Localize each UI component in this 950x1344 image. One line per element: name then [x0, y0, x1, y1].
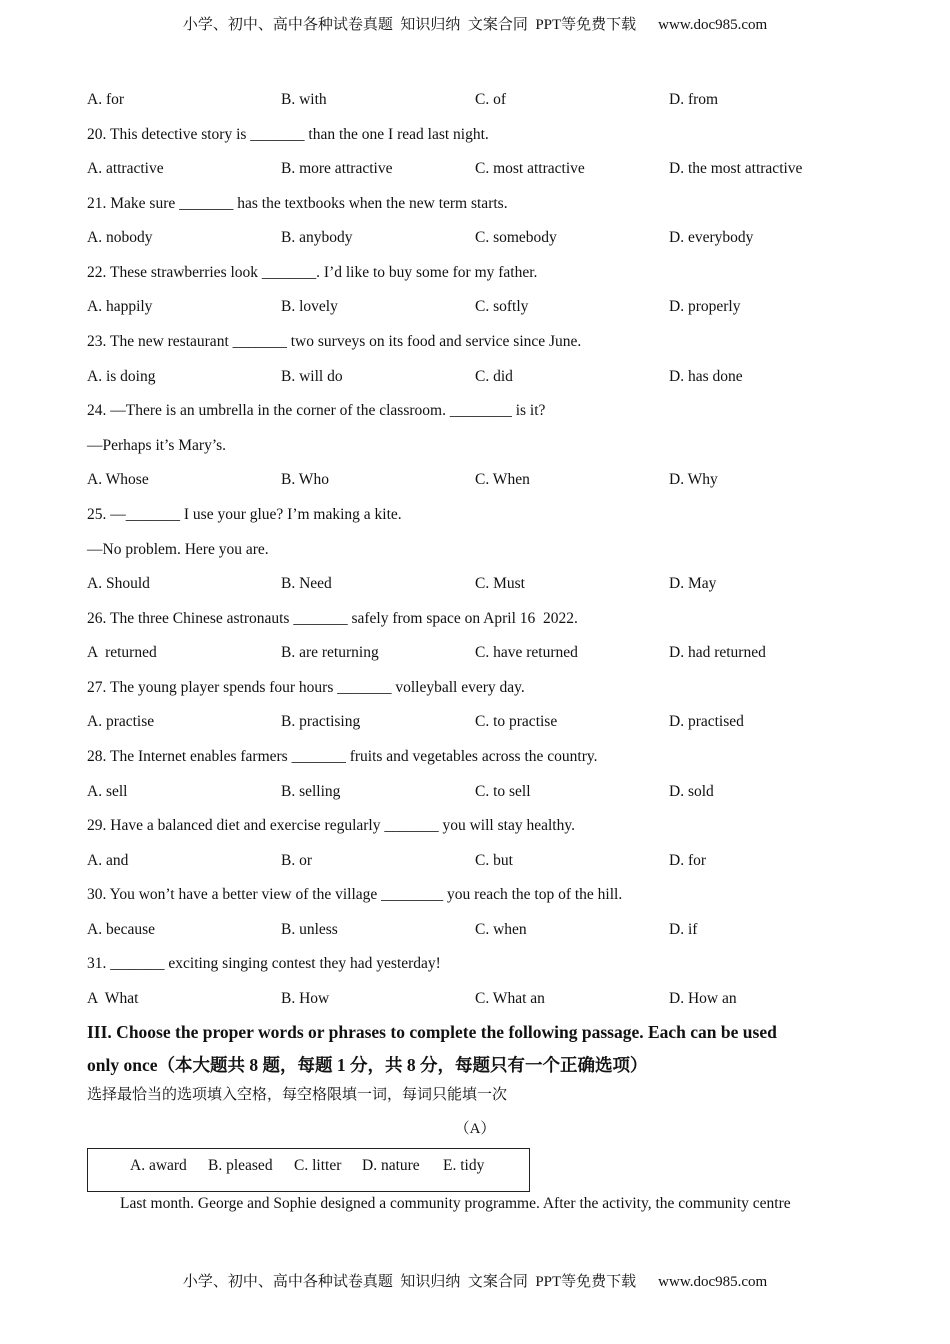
answer-option: A. for — [87, 91, 125, 108]
answer-option: A returned — [87, 644, 157, 662]
answer-options-row — [87, 89, 867, 124]
page-header — [0, 13, 950, 34]
section-instruction: 选择最恰当的选项填入空格，每空格限填一词，每词只能填一次 — [87, 1087, 508, 1103]
section-title-line1: III. Choose the proper words or phrases to complete the following passage. Each can be used — [87, 1022, 777, 1042]
answer-option: C. but — [475, 851, 513, 869]
answer-option: C. Must — [475, 575, 525, 593]
answer-options-row — [87, 158, 867, 193]
answer-option: B. are returning — [281, 644, 379, 662]
answer-options-row — [87, 781, 867, 816]
word-option: B. pleased — [208, 1157, 273, 1174]
answer-option: D. How an — [669, 990, 737, 1008]
answer-options-row — [87, 642, 867, 677]
answer-option: B. more attractive — [281, 160, 393, 178]
answer-option: B. How — [281, 990, 330, 1008]
answer-option: C. to sell — [475, 782, 531, 800]
answer-options-row — [87, 988, 867, 1023]
word-option: E. tidy — [443, 1157, 485, 1174]
answer-option: D. Why — [669, 471, 718, 489]
question-text: 21. Make sure _______ has the textbooks when the new term starts. — [87, 194, 508, 212]
answer-options-row — [87, 919, 867, 954]
answer-option: A. attractive — [87, 160, 164, 178]
answer-option: C. most attractive — [475, 160, 585, 178]
answer-options-row — [87, 850, 867, 885]
word-option: D. nature — [362, 1157, 420, 1174]
question-text: 28. The Internet enables farmers _______ fruits and vegetables across the country. — [87, 747, 598, 765]
answer-options-row — [87, 227, 867, 262]
answer-option: A. because — [87, 920, 155, 938]
answer-option: C. have returned — [475, 644, 578, 662]
answer-option: B. lovely — [281, 298, 338, 316]
answer-option: B. Who — [281, 471, 329, 489]
answer-option: D. everybody — [669, 229, 754, 247]
answer-option: C. did — [475, 367, 513, 385]
question-text: 31. _______ exciting singing contest they had yesterday! — [87, 955, 441, 973]
question-text: 23. The new restaurant _______ two surveys on its food and service since June. — [87, 333, 582, 351]
answer-option: C. to practise — [475, 713, 558, 731]
answer-option: A. practise — [87, 713, 155, 731]
answer-option: B. with — [281, 91, 327, 108]
answer-option: C. of — [475, 91, 506, 108]
question-text: 22. These strawberries look _______. I’d like to buy some for my father. — [87, 263, 538, 281]
answer-option: A. nobody — [87, 229, 153, 247]
answer-option: C. softly — [475, 298, 529, 316]
answer-option: B. unless — [281, 920, 338, 938]
answer-option: B. will do — [281, 367, 343, 385]
answer-options-row — [87, 711, 867, 746]
answer-options-row — [87, 296, 867, 331]
header-text: 小学、初中、高中各种试卷真题 知识归纳 文案合同 PPT等免费下载 — [182, 17, 637, 33]
answer-option: C. When — [475, 471, 530, 489]
answer-option: B. practising — [281, 713, 361, 731]
page-footer — [0, 1270, 950, 1291]
question-text: —No problem. Here you are. — [87, 540, 269, 558]
question-text: 25. —_______ I use your glue? I’m making a kite. — [87, 505, 402, 523]
answer-option: D. for — [669, 851, 707, 869]
question-text: 27. The young player spends four hours _______ volleyball every day. — [87, 678, 525, 696]
answer-option: A. happily — [87, 298, 153, 316]
answer-option: A. sell — [87, 782, 128, 800]
question-text: —Perhaps it’s Mary’s. — [87, 436, 227, 454]
section-title-line2: only once（本大题共 8 题，每题 1 分，共 8 分，每题只有一个正确选项） — [87, 1055, 648, 1075]
question-text: 24. —There is an umbrella in the corner of the classroom. ________ is it? — [87, 402, 546, 420]
word-box — [87, 1148, 530, 1192]
answer-option: A What — [87, 990, 139, 1008]
answer-option: B. or — [281, 851, 312, 869]
passage-label: （A） — [454, 1121, 496, 1137]
answer-options-row — [87, 573, 867, 608]
answer-option: D. if — [669, 920, 698, 938]
answer-option: B. Need — [281, 575, 332, 593]
answer-option: B. anybody — [281, 229, 353, 247]
footer-text: 小学、初中、高中各种试卷真题 知识归纳 文案合同 PPT等免费下载 — [182, 1274, 637, 1290]
answer-option: D. practised — [669, 713, 744, 731]
answer-option: C. What an — [475, 990, 545, 1008]
answer-option: C. when — [475, 920, 527, 938]
answer-option: D. properly — [669, 298, 741, 316]
answer-option: D. from — [669, 91, 719, 108]
question-text: 30. You won’t have a better view of the village ________ you reach the top of the hill. — [87, 886, 623, 904]
answer-option: A. and — [87, 851, 129, 869]
header-url: www.doc985.com — [658, 17, 768, 33]
answer-option: A. Should — [87, 575, 150, 593]
answer-option: D. has done — [669, 367, 743, 385]
answer-options-row — [87, 469, 867, 504]
answer-option: A. Whose — [87, 471, 149, 489]
question-text: 26. The three Chinese astronauts _______ safely from space on April 16 2022. — [87, 609, 578, 627]
answer-option: B. selling — [281, 782, 341, 800]
answer-option: C. somebody — [475, 229, 557, 247]
question-text: 29. Have a balanced diet and exercise regularly _______ you will stay healthy. — [87, 817, 575, 835]
answer-option: D. sold — [669, 782, 714, 800]
question-text: 20. This detective story is _______ than the one I read last night. — [87, 125, 489, 143]
answer-option: D. May — [669, 575, 717, 593]
answer-option: A. is doing — [87, 367, 156, 385]
answer-option: D. the most attractive — [669, 160, 803, 178]
footer-url: www.doc985.com — [658, 1274, 768, 1290]
answer-options-row — [87, 366, 867, 401]
word-option: C. litter — [294, 1157, 342, 1174]
question-list — [87, 89, 867, 1023]
answer-option: D. had returned — [669, 644, 766, 662]
word-option: A. award — [130, 1157, 187, 1174]
passage-text: Last month. George and Sophie designed a community programme. After the activity, the community centre — [120, 1195, 791, 1212]
